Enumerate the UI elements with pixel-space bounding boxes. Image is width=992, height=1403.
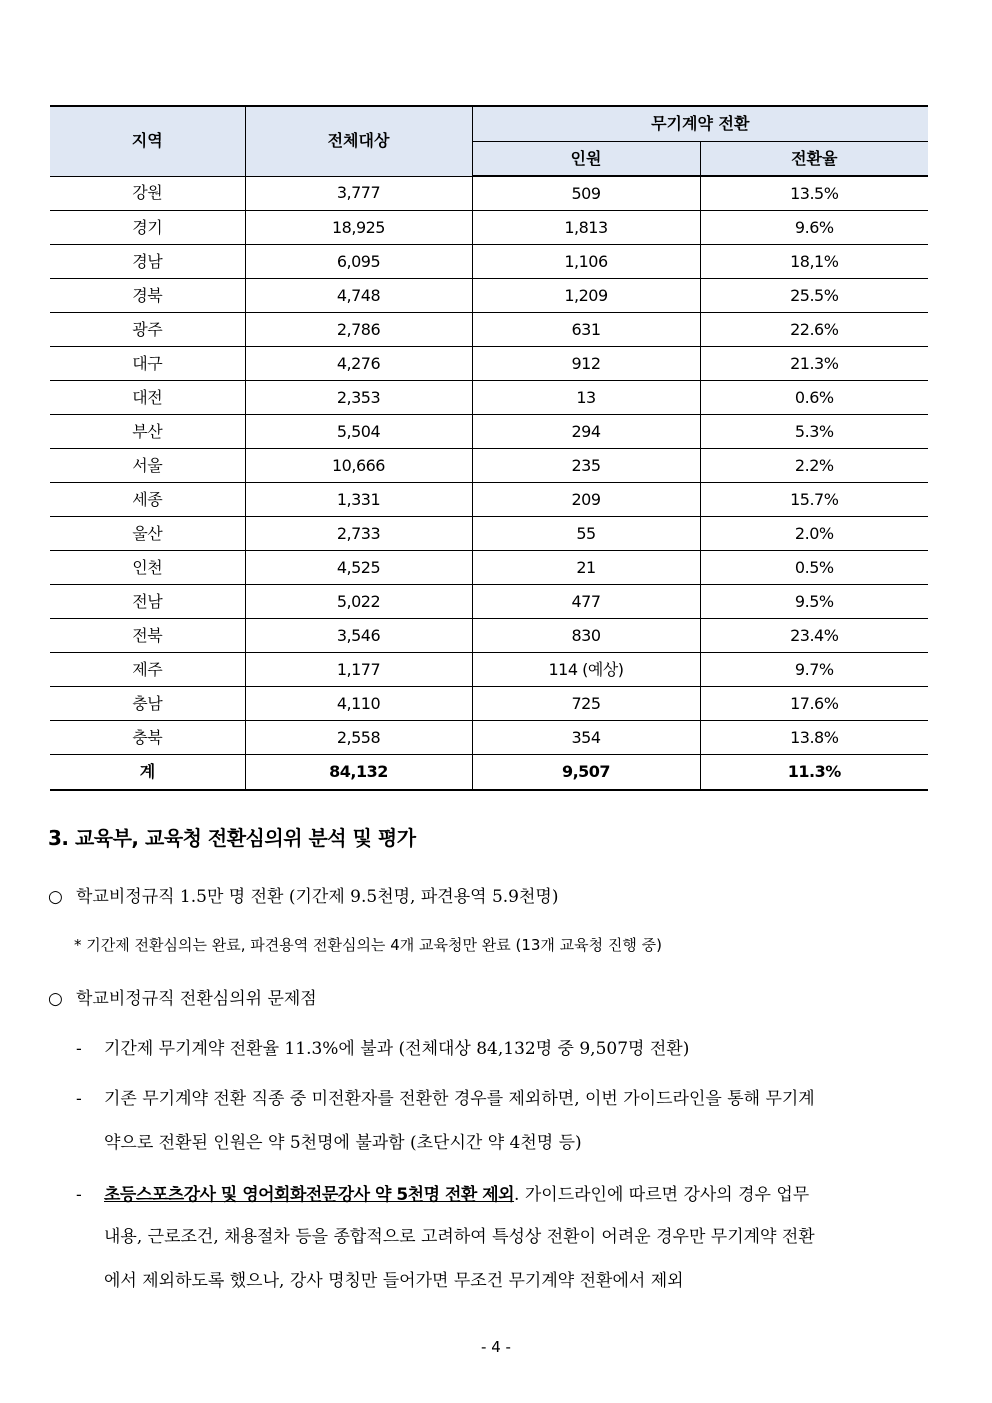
cell-rate: 0.6% <box>700 381 928 415</box>
cell-region: 경남 <box>50 245 245 279</box>
cell-rate: 2.2% <box>700 449 928 483</box>
cell-total: 4,110 <box>245 687 472 721</box>
cell-people: 55 <box>472 517 700 551</box>
cell-region: 제주 <box>50 653 245 687</box>
cell-region: 인천 <box>50 551 245 585</box>
cell-total: 3,546 <box>245 619 472 653</box>
cell-people: 509 <box>472 176 700 211</box>
table-row <box>50 585 928 619</box>
page-number: - 4 - <box>481 1338 511 1356</box>
dash-mark: - <box>76 1039 82 1059</box>
cell-rate: 17.6% <box>700 687 928 721</box>
dash-mark: - <box>76 1089 82 1109</box>
cell-region: 경기 <box>50 211 245 245</box>
dash-item-2-continued: 약으로 전환된 인원은 약 5천명에 불과함 (초단시간 약 4천명 등) <box>104 1133 582 1153</box>
total-cell-people: 9,507 <box>472 755 700 791</box>
table-total-row <box>50 755 928 791</box>
table-body <box>50 176 928 790</box>
table-row <box>50 211 928 245</box>
total-cell-rate: 11.3% <box>700 755 928 791</box>
cell-total: 3,777 <box>245 176 472 211</box>
table-row <box>50 483 928 517</box>
table-row <box>50 279 928 313</box>
footnote: * 기간제 전환심의는 완료, 파견용역 전환심의는 4개 교육청만 완료 (13개 교육청 진행 중) <box>74 936 662 954</box>
cell-total: 5,504 <box>245 415 472 449</box>
cell-region: 경북 <box>50 279 245 313</box>
cell-rate: 15.7% <box>700 483 928 517</box>
cell-total: 4,276 <box>245 347 472 381</box>
header-conversion-group: 무기계약 전환 <box>472 106 928 142</box>
cell-region: 전남 <box>50 585 245 619</box>
cell-region: 전북 <box>50 619 245 653</box>
dash-item-3-continued-2: 에서 제외하도록 했으나, 강사 명칭만 들어가면 무조건 무기계약 전환에서 제외 <box>104 1271 684 1291</box>
cell-people: 13 <box>472 381 700 415</box>
cell-region: 강원 <box>50 176 245 211</box>
emphasized-text: 초등스포츠강사 및 영어회화전문강사 약 5천명 전환 제외 <box>104 1185 515 1205</box>
cell-rate: 5.3% <box>700 415 928 449</box>
cell-rate: 18,1% <box>700 245 928 279</box>
cell-people: 1,106 <box>472 245 700 279</box>
cell-total: 1,177 <box>245 653 472 687</box>
cell-total: 6,095 <box>245 245 472 279</box>
cell-region: 대구 <box>50 347 245 381</box>
cell-rate: 13.5% <box>700 176 928 211</box>
table-row <box>50 347 928 381</box>
cell-people: 477 <box>472 585 700 619</box>
cell-people: 235 <box>472 449 700 483</box>
cell-rate: 23.4% <box>700 619 928 653</box>
cell-people: 21 <box>472 551 700 585</box>
cell-people: 631 <box>472 313 700 347</box>
cell-rate: 13.8% <box>700 721 928 755</box>
cell-total: 2,786 <box>245 313 472 347</box>
section-title: 3. 교육부, 교육청 전환심의위 분석 및 평가 <box>48 826 416 850</box>
table-row <box>50 619 928 653</box>
table-row <box>50 176 928 211</box>
cell-region: 충남 <box>50 687 245 721</box>
table-row <box>50 653 928 687</box>
header-people: 인원 <box>472 142 700 177</box>
dash-text: 기존 무기계약 전환 직종 중 미전환자를 전환한 경우를 제외하면, 이번 가이드라인을 통해 무기계 <box>104 1089 815 1109</box>
dash-text: . 가이드라인에 따르면 강사의 경우 업무 <box>514 1185 810 1205</box>
cell-rate: 25.5% <box>700 279 928 313</box>
dash-item-3 <box>76 1180 809 1205</box>
bullet-circle: ○ <box>48 989 63 1009</box>
total-cell-total: 84,132 <box>245 755 472 791</box>
cell-people: 114 (예상) <box>472 653 700 687</box>
table-row <box>50 381 928 415</box>
cell-region: 충북 <box>50 721 245 755</box>
bullet-text: 학교비정규직 1.5만 명 전환 (기간제 9.5천명, 파견용역 5.9천명) <box>76 887 559 907</box>
cell-total: 2,733 <box>245 517 472 551</box>
bullet-text: 학교비정규직 전환심의위 문제점 <box>76 989 317 1009</box>
cell-rate: 0.5% <box>700 551 928 585</box>
table-row <box>50 517 928 551</box>
cell-total: 5,022 <box>245 585 472 619</box>
dash-item-2 <box>76 1084 815 1109</box>
cell-total: 2,558 <box>245 721 472 755</box>
cell-region: 세종 <box>50 483 245 517</box>
cell-region: 광주 <box>50 313 245 347</box>
cell-region: 울산 <box>50 517 245 551</box>
cell-people: 294 <box>472 415 700 449</box>
cell-people: 725 <box>472 687 700 721</box>
cell-people: 1,209 <box>472 279 700 313</box>
table-row <box>50 551 928 585</box>
cell-rate: 9.6% <box>700 211 928 245</box>
header-region: 지역 <box>50 106 245 176</box>
dash-item-3-continued: 내용, 근로조건, 채용절차 등을 종합적으로 고려하여 특성상 전환이 어려운 경우만 무기계약 전환 <box>104 1227 815 1247</box>
cell-total: 1,331 <box>245 483 472 517</box>
cell-region: 부산 <box>50 415 245 449</box>
cell-total: 4,748 <box>245 279 472 313</box>
cell-people: 209 <box>472 483 700 517</box>
header-rate: 전환율 <box>700 142 928 177</box>
bullet-item-1 <box>48 882 558 907</box>
cell-total: 10,666 <box>245 449 472 483</box>
table-row <box>50 313 928 347</box>
dash-mark: - <box>76 1185 82 1205</box>
conversion-table <box>50 105 928 791</box>
dash-text: 기간제 무기계약 전환율 11.3%에 불과 (전체대상 84,132명 중 9,507명 전환) <box>104 1039 690 1059</box>
table-row <box>50 687 928 721</box>
cell-rate: 9.7% <box>700 653 928 687</box>
cell-region: 서울 <box>50 449 245 483</box>
cell-people: 830 <box>472 619 700 653</box>
cell-rate: 9.5% <box>700 585 928 619</box>
bullet-circle: ○ <box>48 887 63 907</box>
cell-people: 354 <box>472 721 700 755</box>
header-total: 전체대상 <box>245 106 472 176</box>
dash-item-1 <box>76 1034 689 1059</box>
cell-rate: 21.3% <box>700 347 928 381</box>
bullet-item-2 <box>48 984 317 1009</box>
cell-total: 4,525 <box>245 551 472 585</box>
cell-rate: 22.6% <box>700 313 928 347</box>
cell-rate: 2.0% <box>700 517 928 551</box>
total-cell-region: 계 <box>50 755 245 791</box>
cell-total: 2,353 <box>245 381 472 415</box>
table-row <box>50 415 928 449</box>
cell-region: 대전 <box>50 381 245 415</box>
table-row <box>50 245 928 279</box>
table-row <box>50 449 928 483</box>
table-row <box>50 721 928 755</box>
cell-people: 912 <box>472 347 700 381</box>
cell-total: 18,925 <box>245 211 472 245</box>
cell-people: 1,813 <box>472 211 700 245</box>
